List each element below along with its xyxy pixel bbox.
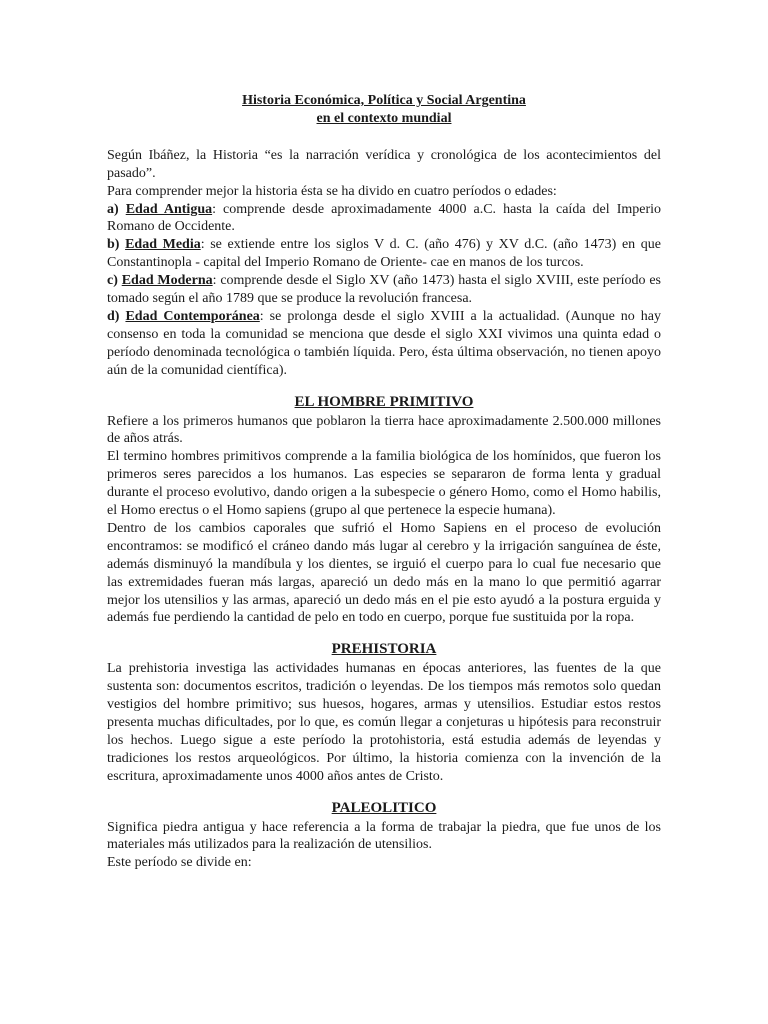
document-title-line-2: en el contexto mundial	[316, 110, 452, 126]
title-block	[107, 92, 661, 128]
age-item-term: Edad Antigua	[125, 201, 213, 217]
section-paragraph: Refiere a los primeros humanos que poblaron la tierra hace aproximadamente 2.500.000 millones de años atrás.	[107, 413, 661, 447]
age-item-tag: b)	[107, 237, 120, 253]
section-heading: PREHISTORIA	[331, 641, 437, 658]
section-hombre-primitivo	[107, 394, 661, 628]
age-item-term: Edad Media	[125, 237, 201, 253]
age-item-text: : comprende desde aproximadamente 4000 a.C. hasta la caída del Imperio Romano de Occidente.	[107, 201, 662, 235]
age-item-media	[107, 236, 661, 272]
section-heading: EL HOMBRE PRIMITIVO	[294, 393, 474, 410]
age-item-tag: c)	[107, 273, 118, 289]
age-item-contemporanea	[107, 308, 661, 380]
age-item-antigua	[107, 201, 661, 237]
age-item-text: : se extiende entre los siglos V d. C. (año 476) y XV d.C. (año 1473) en que Constantinopla - capital del Imperio Romano de Oriente- cae en manos de los turcos.	[107, 237, 662, 271]
section-paragraph: La prehistoria investiga las actividades humanas en épocas anteriores, las fuentes de la que sustenta son: documentos escritos, tradición o leyendas. De los tiempos más remotos solo quedan vestigios del hombre primitivo; sus huesos, hogares, armas y utensilios. Estudiar estos restos presenta muchas dificultades, por lo que, es común llegar a conjeturas u hipótesis para reconstruir los hechos. Luego sigue a este período la protohistoria, está estudia además de leyendas y tradiciones los restos arqueológicos. Por último, la historia comienza con la invención de la escritura, aproximadamente unos 4000 años antes de Cristo.	[107, 661, 661, 784]
section-prehistoria	[107, 641, 661, 785]
section-paleolitico	[107, 800, 661, 873]
age-item-term: Edad Contemporánea	[125, 308, 260, 324]
age-item-tag: a)	[107, 201, 119, 217]
section-paragraph: El termino hombres primitivos comprende a la familia biológica de los homínidos, que fueron los primeros seres parecidos a los humanos. Las especies se separaron de forma lenta y gradual durante el proceso evolutivo, dando origen a la subespecie o género Homo, como el Homo habilis, el Homo erectus o el Homo sapiens (grupo al que pertenece la especie humana).	[107, 449, 661, 519]
age-item-term: Edad Moderna	[121, 273, 213, 289]
age-item-moderna	[107, 272, 661, 308]
document-title-line-1: Historia Económica, Política y Social Argentina	[242, 93, 526, 108]
intro-paragraph-1: Según Ibáñez, la Historia “es la narración verídica y cronológica de los acontecimientos del pasado”.	[107, 147, 661, 181]
intro-paragraph-2: Para comprender mejor la historia ésta se ha divido en cuatro períodos o edades:	[107, 183, 557, 199]
section-paragraph: Significa piedra antigua y hace referencia a la forma de trabajar la piedra, que fue unos de los materiales más utilizados para la realización de utensilios.	[107, 819, 661, 853]
section-paragraph: Este período se divide en:	[107, 855, 252, 871]
section-heading: PALEOLITICO	[331, 799, 437, 816]
age-item-tag: d)	[107, 308, 120, 324]
section-paragraph: Dentro de los cambios caporales que sufrió el Homo Sapiens en el proceso de evolución encontramos: se modificó el cráneo dando más lugar al cerebro y la irrigación sanguínea de éste, además disminuyó la mandíbula y los dientes, se irguió el cuerpo para lo cual fue necesario que las extremidades fueran más largas, apareció un dedo más en la mano lo que permitió agarrar mejor los utensilios y las armas, apareció un dedo más en el pie esto ayudó a la postura erguida y además fue perdiendo la cantidad de pelo en todo en cuerpo, porque fue sustituida por la ropa.	[107, 520, 661, 626]
document-page	[107, 92, 661, 872]
age-item-text: : comprende desde el Siglo XV (año 1473) hasta el siglo XVIII, este período es tomado según el año 1789 que se produce la revolución francesa.	[107, 273, 662, 307]
age-item-text: : se prolonga desde el siglo XVIII a la actualidad. (Aunque no hay consenso en toda la comunidad se menciona que desde el siglo XXI vivimos una quinta edad o período denominada tecnológica o también líquida. Pero, ésta última observación, no tienen apoyo aún de la comunidad científica).	[107, 308, 661, 378]
